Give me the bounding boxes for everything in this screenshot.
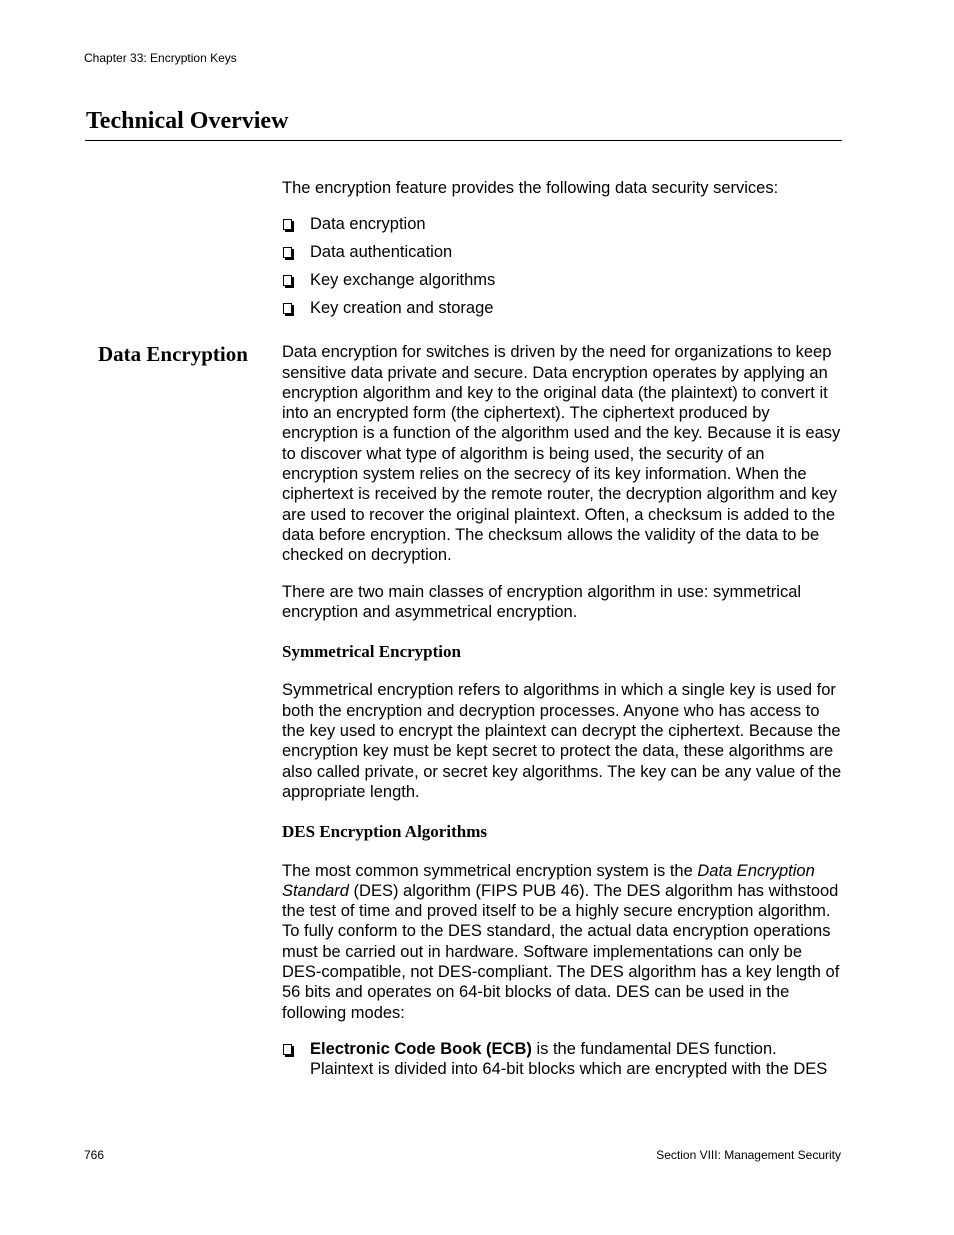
checkbox-bullet-icon [283, 247, 292, 258]
list-item: Key exchange algorithms [282, 270, 842, 298]
list-item: Key creation and storage [282, 298, 842, 326]
symmetrical-encryption-paragraph: Symmetrical encryption refers to algorithms in which a single key is used for both the encryption and decryption processes. Anyone who has access to the key used to encrypt the plaintext can decrypt the ciphertext. Because the encryption key must be kept secret to protect the data, these algorithms are also called private, or secret key algorithms. The key can be any value of the appropriate length. [282, 681, 842, 801]
body-column [282, 178, 842, 1080]
running-header: Chapter 33: Encryption Keys [84, 51, 237, 65]
checkbox-bullet-icon [283, 303, 292, 314]
checkbox-bullet-icon [283, 1044, 292, 1055]
page-title: Technical Overview [86, 108, 289, 134]
intro-paragraph: The encryption feature provides the following data security services: [282, 179, 779, 197]
data-encryption-paragraph-2: There are two main classes of encryption algorithm in use: symmetrical encryption and asymmetrical encryption. [282, 582, 802, 621]
data-encryption-paragraph-1: Data encryption for switches is driven by the need for organizations to keep sensitive data private and secure. Data encryption operates by applying an encryption algorithm and key to the original data (the plaintext) to convert it into an encrypted form (the ciphertext). The ciphertext produced by encryption is a function of the algorithm used and the key. Because it is easy to discover what type of algorithm is being used, the security of an encryption system relies on the secrecy of its key information. When the ciphertext is received by the remote router, the decryption algorithm and key are used to recover the original plaintext. Often, a checksum is added to the data before encryption. The checksum allows the validity of the data to be checked on decryption. [282, 343, 841, 565]
page-number: 766 [84, 1148, 105, 1162]
list-item: Electronic Code Book (ECB) is the fundamental DES function. Plaintext is divided into 64-bit blocks which are encrypted with the DES [282, 1039, 842, 1080]
services-list [282, 214, 842, 326]
footer-section: Section VIII: Management Security [656, 1148, 841, 1162]
checkbox-bullet-icon [283, 275, 292, 286]
symmetrical-encryption-heading: Symmetrical Encryption [282, 642, 461, 662]
des-paragraph: The most common symmetrical encryption system is the Data Encryption Standard (DES) algorithm (FIPS PUB 46). The DES algorithm has withstood the test of time and proved itself to be a highly secure encryption algorithm. To fully conform to the DES standard, the actual data encryption operations must be carried out in hardware. Software implementations can only be DES-compatible, not DES-compliant. The DES algorithm has a key length of 56 bits and operates on 64-bit blocks of data. DES can be used in the following modes: [282, 861, 840, 1022]
des-modes-list [282, 1039, 842, 1080]
checkbox-bullet-icon [283, 219, 292, 230]
list-item: Data authentication [282, 242, 842, 270]
list-item: Data encryption [282, 214, 842, 242]
side-heading-data-encryption: Data Encryption [98, 342, 248, 366]
title-rule [85, 140, 842, 141]
des-heading: DES Encryption Algorithms [282, 822, 487, 842]
